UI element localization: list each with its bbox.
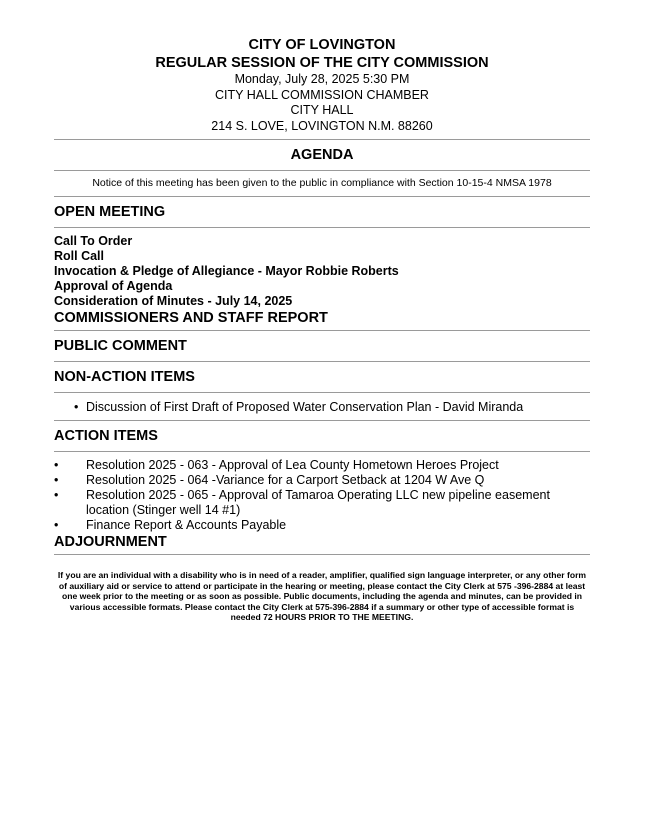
agenda-title: AGENDA xyxy=(290,147,354,163)
list-item-text: Resolution 2025 - 063 - Approval of Lea County Hometown Heroes Project xyxy=(86,458,499,472)
open-meeting-items xyxy=(54,228,590,309)
document-header xyxy=(54,36,590,134)
section-open-meeting-heading: OPEN MEETING xyxy=(54,204,166,220)
meeting-location-building: CITY HALL xyxy=(290,103,354,117)
section-non-action-heading: NON-ACTION ITEMS xyxy=(54,369,195,385)
action-items-list xyxy=(54,452,590,533)
list-item xyxy=(54,458,590,473)
session-title: REGULAR SESSION OF THE CITY COMMISSION xyxy=(155,55,489,71)
item-call-to-order: Call To Order xyxy=(54,234,133,248)
org-name: CITY OF LOVINGTON xyxy=(248,37,396,53)
list-item xyxy=(54,518,590,533)
list-item-text: Finance Report & Accounts Payable xyxy=(86,518,287,532)
list-item xyxy=(54,400,590,415)
meeting-datetime: Monday, July 28, 2025 5:30 PM xyxy=(234,72,410,86)
list-item-text: Resolution 2025 - 064 -Variance for a Carport Setback at 1204 W Ave Q xyxy=(86,473,485,487)
bullet-icon: • xyxy=(54,518,59,532)
item-minutes: Consideration of Minutes - July 14, 2025 xyxy=(54,294,293,308)
accessibility-disclaimer: If you are an individual with a disability who is in need of a reader, amplifier, qualified sign language interpreter, or any other form of auxiliary aid or service to attend or participate in the hearing or meeting, please contact the City Clerk at 575 -396-2884 at least one week prior to the meeting or as soon as possible. Public documents, including the agenda and minutes, can be provided in various accessible formats. Please contact the City Clerk at 575-396-2884 if a summary or other type of accessible format is needed 72 HOURS PRIOR TO THE MEETING. xyxy=(57,570,587,623)
bullet-icon: • xyxy=(54,473,59,487)
item-invocation: Invocation & Pledge of Allegiance - Mayor Robbie Roberts xyxy=(54,264,399,278)
non-action-list xyxy=(54,393,590,420)
agenda-document xyxy=(54,36,590,623)
bullet-icon: • xyxy=(54,488,59,502)
section-adjournment-heading: ADJOURNMENT xyxy=(54,534,167,550)
list-item xyxy=(54,473,590,488)
list-item-text: Resolution 2025 - 065 - Approval of Tamaroa Operating LLC new pipeline easement location (Stinger well 14 #1) xyxy=(86,488,550,517)
section-action-items-heading: ACTION ITEMS xyxy=(54,428,158,444)
divider xyxy=(54,554,590,555)
meeting-address: 214 S. LOVE, LOVINGTON N.M. 88260 xyxy=(211,118,433,133)
list-item xyxy=(54,488,590,518)
public-notice: Notice of this meeting has been given to the public in compliance with Section 10-15-4 NMSA 1978 xyxy=(92,177,552,189)
bullet-icon: • xyxy=(74,400,79,414)
meeting-location-chamber: CITY HALL COMMISSION CHAMBER xyxy=(215,87,429,102)
bullet-icon: • xyxy=(54,458,59,472)
section-commissioners-heading: COMMISSIONERS AND STAFF REPORT xyxy=(54,310,328,326)
section-public-comment-heading: PUBLIC COMMENT xyxy=(54,338,187,354)
item-roll-call: Roll Call xyxy=(54,249,105,263)
list-item-text: Discussion of First Draft of Proposed Water Conservation Plan - David Miranda xyxy=(86,400,524,414)
item-approval-agenda: Approval of Agenda xyxy=(54,279,173,293)
